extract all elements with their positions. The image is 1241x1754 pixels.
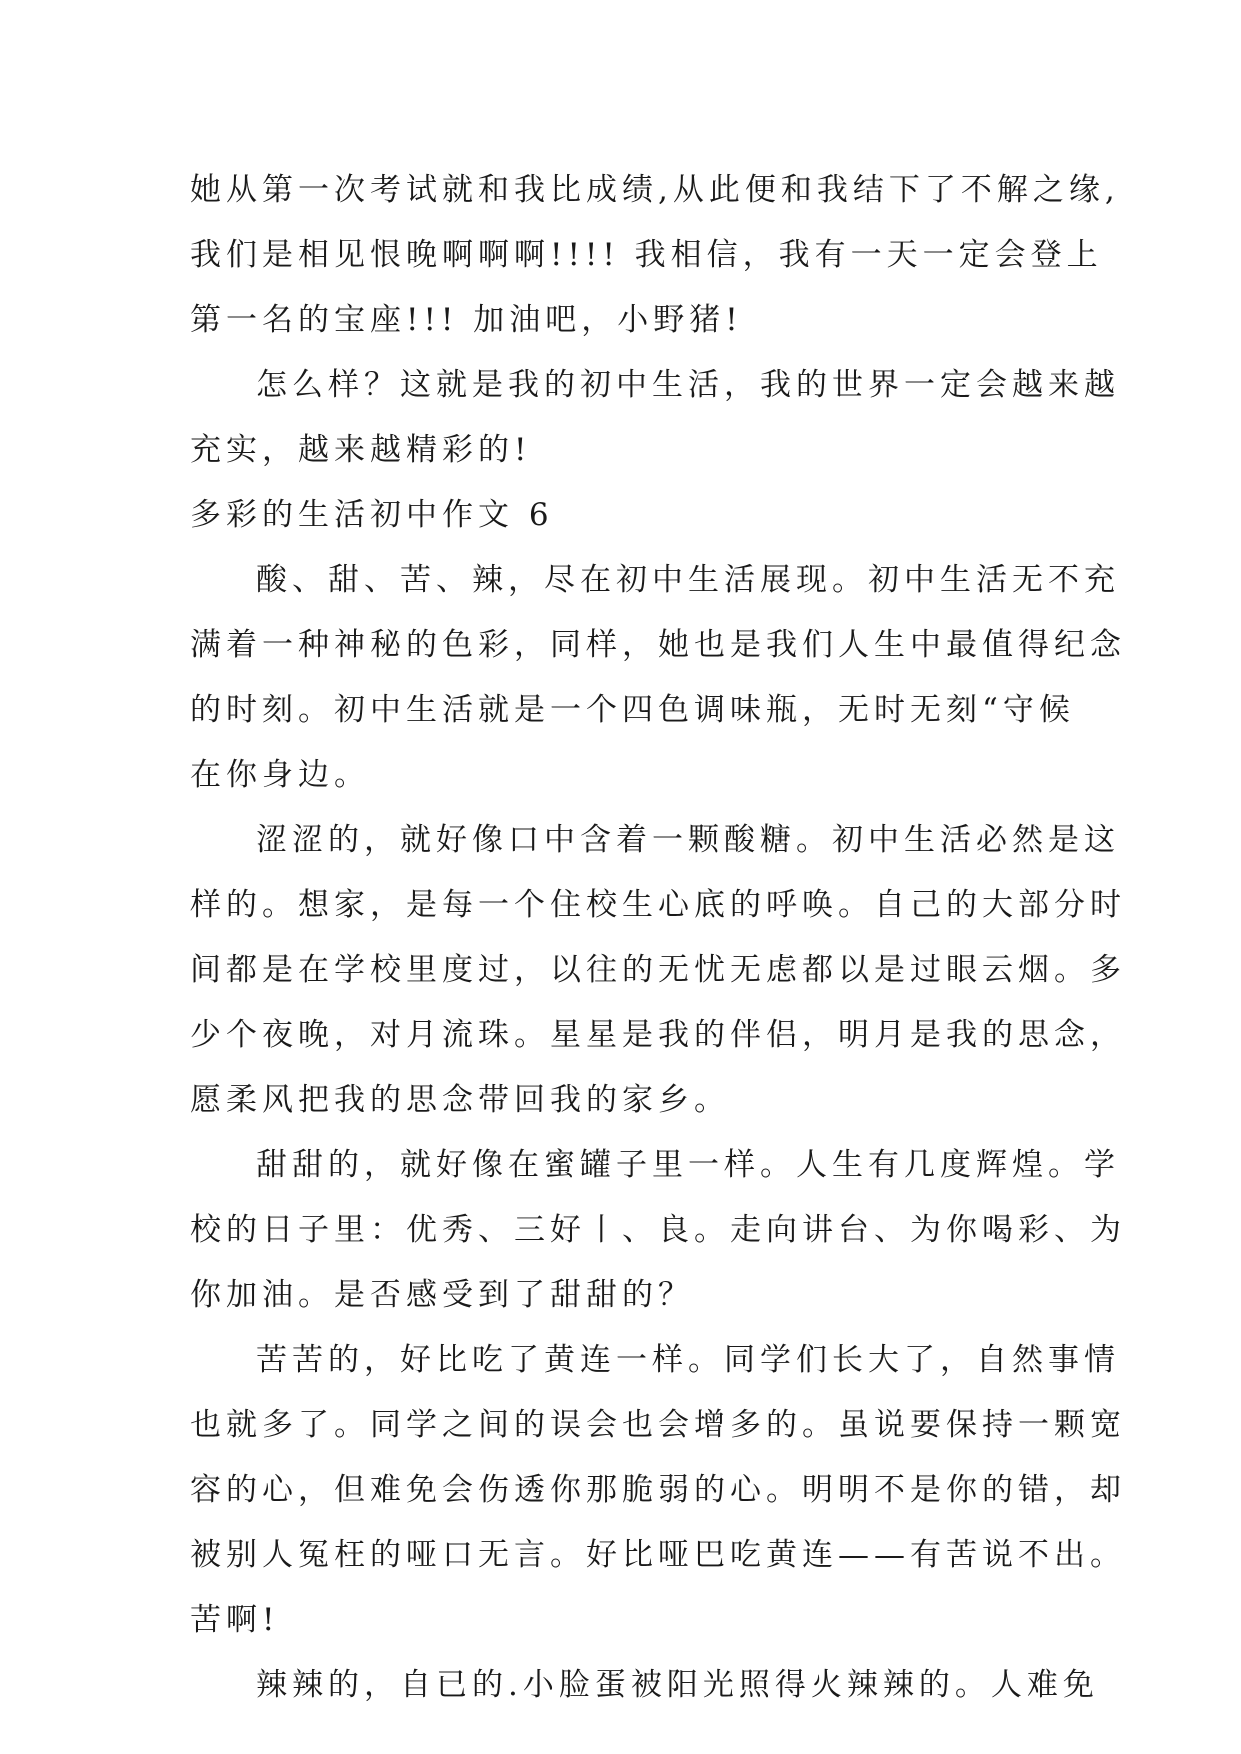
section-heading: 多彩的生活初中作文 6 — [190, 497, 554, 533]
text-line: 也就多了。同学之间的误会也会增多的。虽说要保持一颗宽 — [190, 1407, 1126, 1443]
text-line: 间都是在学校里度过，以往的无忧无虑都以是过眼云烟。多 — [190, 952, 1126, 988]
text-line: 苦啊! — [190, 1602, 280, 1638]
text-line: 满着一种神秘的色彩，同样，她也是我们人生中最值得纪念 — [190, 627, 1126, 663]
text-line: 样的。想家，是每一个住校生心底的呼唤。自己的大部分时 — [190, 887, 1126, 923]
paragraph-start-line: 酸、甜、苦、辣，尽在初中生活展现。初中生活无不充 — [256, 562, 1120, 598]
paragraph-start-line: 涩涩的，就好像口中含着一颗酸糖。初中生活必然是这 — [256, 822, 1120, 858]
text-line: 第一名的宝座!!! 加油吧，小野猪! — [190, 302, 743, 338]
document-body — [190, 158, 1126, 1718]
paragraph-start-line: 甜甜的，就好像在蜜罐子里一样。人生有几度辉煌。学 — [256, 1147, 1120, 1183]
text-line: 在你身边。 — [190, 757, 370, 793]
text-line: 的时刻。初中生活就是一个四色调味瓶，无时无刻“守候 — [190, 692, 1075, 728]
text-line: 我们是相见恨晚啊啊啊!!!! 我相信，我有一天一定会登上 — [190, 237, 1103, 273]
paragraph-start-line: 苦苦的，好比吃了黄连一样。同学们长大了，自然事情 — [256, 1342, 1120, 1378]
paragraph-start-line: 怎么样？这就是我的初中生活，我的世界一定会越来越 — [256, 367, 1120, 403]
text-line: 你加油。是否感受到了甜甜的？ — [190, 1277, 694, 1313]
text-line: 容的心，但难免会伤透你那脆弱的心。明明不是你的错，却 — [190, 1472, 1126, 1508]
paragraph-start-line: 辣辣的，自已的.小脸蛋被阳光照得火辣辣的。人难免 — [256, 1667, 1099, 1703]
text-line: 被别人冤枉的哑口无言。好比哑巴吃黄连——有苦说不出。 — [190, 1537, 1126, 1573]
text-line: 充实，越来越精彩的! — [190, 432, 532, 468]
text-line: 少个夜晚，对月流珠。星星是我的伴侣，明月是我的思念， — [190, 1017, 1126, 1053]
text-line: 校的日子里：优秀、三好丨、良。走向讲台、为你喝彩、为 — [190, 1212, 1126, 1248]
text-line: 她从第一次考试就和我比成绩,从此便和我结下了不解之缘, — [190, 172, 1120, 208]
text-line: 愿柔风把我的思念带回我的家乡。 — [190, 1082, 730, 1118]
